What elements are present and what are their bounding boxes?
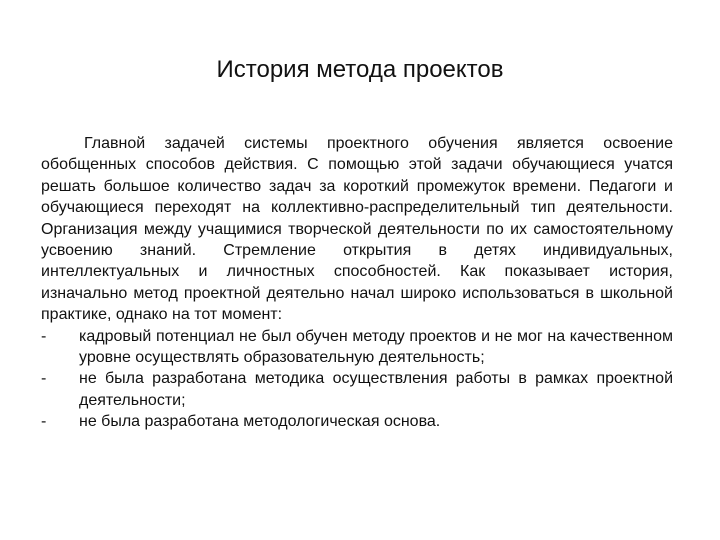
- slide-body: [41, 133, 673, 433]
- list-item-text: не была разработана методологическая основа.: [79, 413, 441, 431]
- list-marker: -: [41, 370, 47, 388]
- list-marker: -: [41, 327, 47, 345]
- list-item-text: не была разработана методика осуществления работы в рамках проектной деятельности;: [79, 370, 673, 409]
- list-item: [41, 411, 673, 432]
- list-item: [41, 326, 673, 369]
- body-paragraph: Главной задачей системы проектного обучения является освоение обобщенных способов действия. С помощью этой задачи обучающиеся учатся решать большое количество задач за короткий промежуток времени. Педагоги и обучающиеся переходят на коллективно-распределительный тип деятельности. Организация между учащимися творческой деятельности по их самостоятельному усвоению знаний. Стремление открытия в детях индивидуальных, интеллектуальных и личностных способностей. Как показывает история, изначально метод проектной деятельно начал широко использоваться в школьной практике, однако на тот момент:: [41, 135, 673, 324]
- list-item: [41, 368, 673, 411]
- list-item-text: кадровый потенциал не был обучен методу проектов и не мог на качественном уровне осуществлять образовательную деятельность;: [79, 327, 673, 367]
- slide-title: История метода проектов: [216, 56, 504, 83]
- list-marker: -: [41, 413, 47, 431]
